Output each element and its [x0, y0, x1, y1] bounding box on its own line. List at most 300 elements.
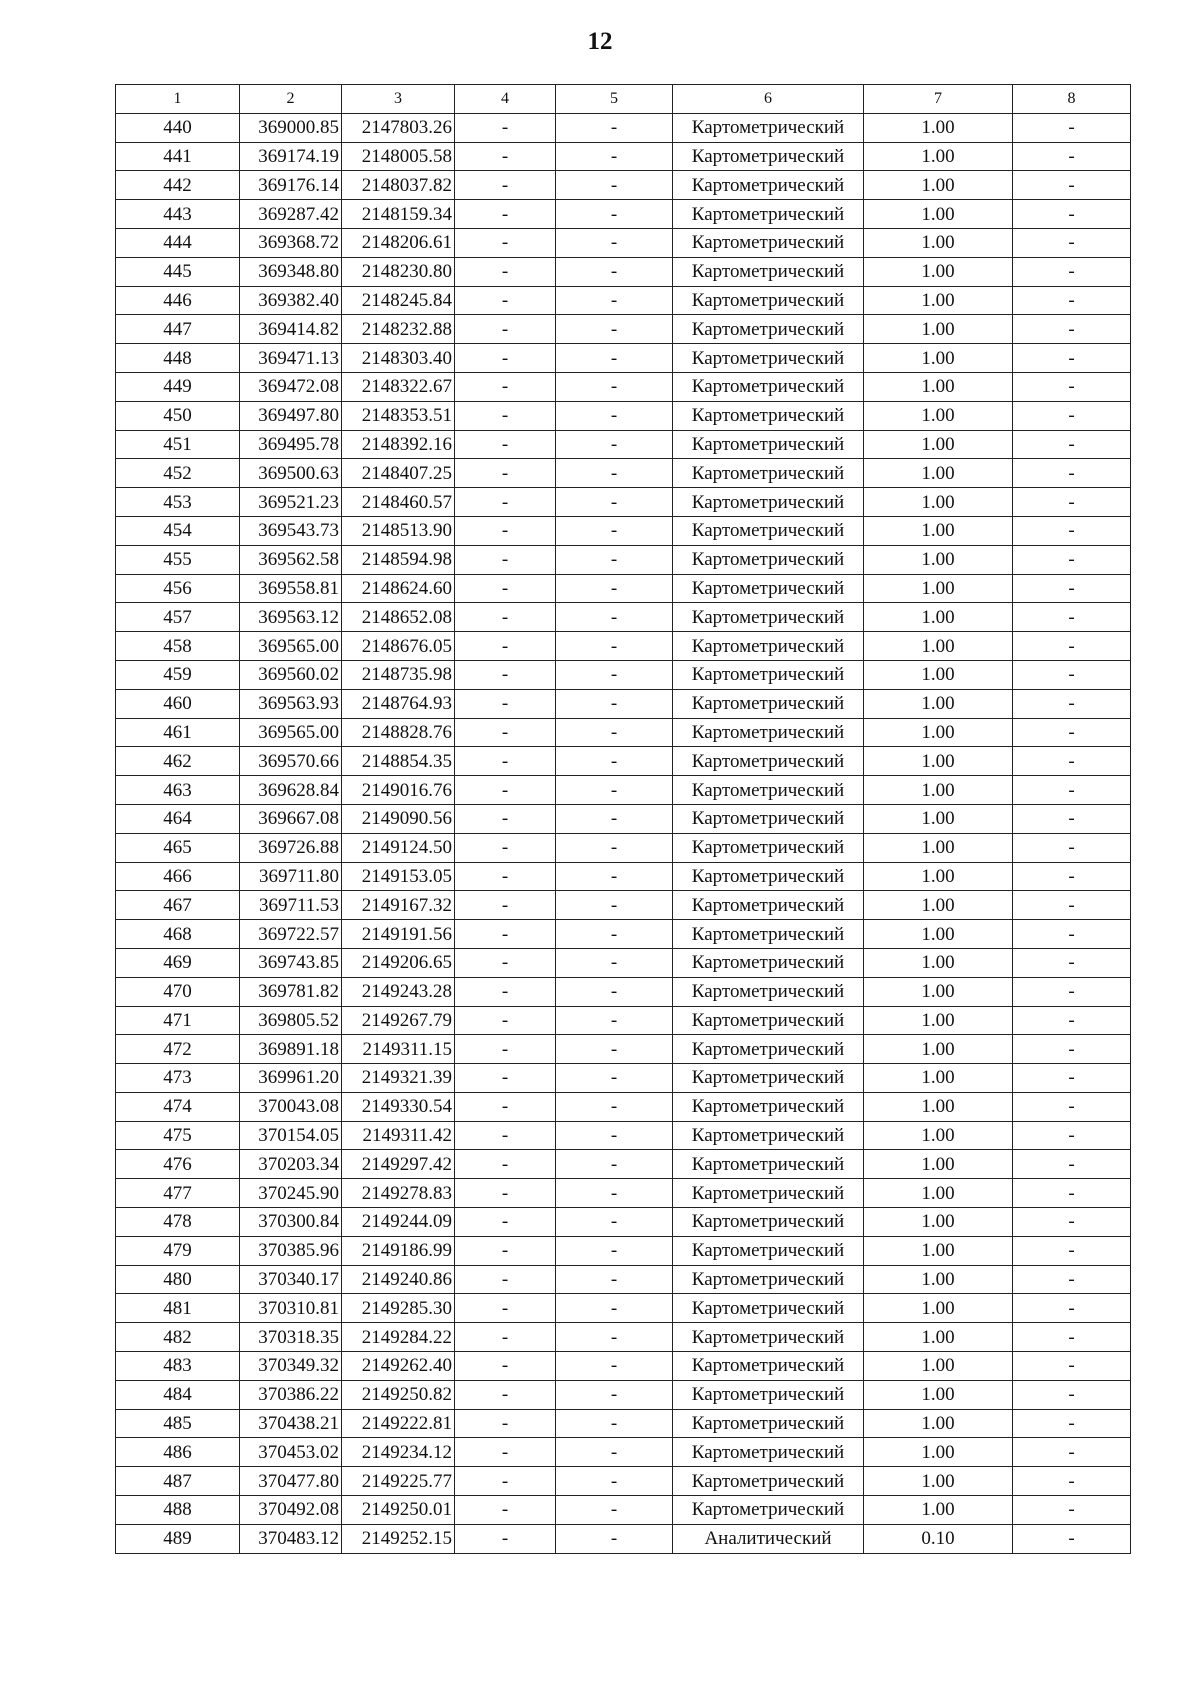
cell-col-4: -	[455, 804, 556, 833]
cell-x-coordinate: 369521.23	[240, 488, 342, 517]
table-row	[116, 1524, 1131, 1553]
cell-accuracy: 1.00	[864, 689, 1013, 718]
cell-point-number: 486	[116, 1438, 240, 1467]
cell-col-8: -	[1013, 1380, 1131, 1409]
cell-x-coordinate: 369368.72	[240, 228, 342, 257]
cell-point-number: 464	[116, 804, 240, 833]
cell-method: Картометрический	[673, 948, 864, 977]
coordinates-table	[115, 84, 1131, 1554]
cell-x-coordinate: 370438.21	[240, 1409, 342, 1438]
cell-col-5: -	[556, 516, 673, 545]
cell-y-coordinate: 2148159.34	[342, 200, 455, 229]
cell-method: Картометрический	[673, 113, 864, 142]
cell-x-coordinate: 370300.84	[240, 1208, 342, 1237]
cell-y-coordinate: 2149285.30	[342, 1294, 455, 1323]
cell-method: Картометрический	[673, 228, 864, 257]
column-header-5: 5	[556, 85, 673, 114]
cell-y-coordinate: 2149284.22	[342, 1323, 455, 1352]
table-row	[116, 1496, 1131, 1525]
cell-x-coordinate: 369781.82	[240, 977, 342, 1006]
cell-point-number: 457	[116, 603, 240, 632]
table-row	[116, 1294, 1131, 1323]
cell-col-8: -	[1013, 315, 1131, 344]
table-row	[116, 401, 1131, 430]
cell-method: Картометрический	[673, 516, 864, 545]
cell-method: Картометрический	[673, 200, 864, 229]
cell-accuracy: 1.00	[864, 430, 1013, 459]
cell-x-coordinate: 370043.08	[240, 1092, 342, 1121]
cell-point-number: 483	[116, 1352, 240, 1381]
cell-point-number: 458	[116, 632, 240, 661]
cell-col-5: -	[556, 1409, 673, 1438]
cell-col-4: -	[455, 891, 556, 920]
cell-col-5: -	[556, 1121, 673, 1150]
cell-col-8: -	[1013, 344, 1131, 373]
table-row	[116, 344, 1131, 373]
cell-accuracy: 1.00	[864, 1064, 1013, 1093]
cell-accuracy: 1.00	[864, 1294, 1013, 1323]
cell-col-8: -	[1013, 1524, 1131, 1553]
cell-x-coordinate: 369711.80	[240, 862, 342, 891]
cell-x-coordinate: 370349.32	[240, 1352, 342, 1381]
table-row	[116, 1409, 1131, 1438]
cell-col-8: -	[1013, 1006, 1131, 1035]
cell-point-number: 455	[116, 545, 240, 574]
cell-col-4: -	[455, 689, 556, 718]
cell-y-coordinate: 2149234.12	[342, 1438, 455, 1467]
cell-y-coordinate: 2148513.90	[342, 516, 455, 545]
cell-point-number: 450	[116, 401, 240, 430]
cell-x-coordinate: 369472.08	[240, 372, 342, 401]
cell-col-8: -	[1013, 200, 1131, 229]
cell-point-number: 446	[116, 286, 240, 315]
cell-accuracy: 1.00	[864, 516, 1013, 545]
cell-y-coordinate: 2148735.98	[342, 660, 455, 689]
cell-method: Картометрический	[673, 488, 864, 517]
cell-method: Картометрический	[673, 142, 864, 171]
cell-point-number: 456	[116, 574, 240, 603]
cell-col-5: -	[556, 286, 673, 315]
cell-method: Картометрический	[673, 286, 864, 315]
cell-x-coordinate: 369628.84	[240, 776, 342, 805]
cell-point-number: 478	[116, 1208, 240, 1237]
cell-col-5: -	[556, 1208, 673, 1237]
cell-point-number: 480	[116, 1265, 240, 1294]
cell-col-8: -	[1013, 142, 1131, 171]
cell-method: Картометрический	[673, 1150, 864, 1179]
cell-x-coordinate: 370203.34	[240, 1150, 342, 1179]
cell-accuracy: 1.00	[864, 1150, 1013, 1179]
cell-accuracy: 1.00	[864, 488, 1013, 517]
cell-accuracy: 1.00	[864, 200, 1013, 229]
cell-y-coordinate: 2148232.88	[342, 315, 455, 344]
cell-method: Картометрический	[673, 257, 864, 286]
cell-col-5: -	[556, 545, 673, 574]
cell-y-coordinate: 2149090.56	[342, 804, 455, 833]
cell-col-8: -	[1013, 1035, 1131, 1064]
cell-col-4: -	[455, 1352, 556, 1381]
cell-method: Аналитический	[673, 1524, 864, 1553]
cell-point-number: 472	[116, 1035, 240, 1064]
cell-col-8: -	[1013, 1438, 1131, 1467]
cell-accuracy: 1.00	[864, 344, 1013, 373]
cell-col-4: -	[455, 372, 556, 401]
cell-y-coordinate: 2148005.58	[342, 142, 455, 171]
cell-y-coordinate: 2149278.83	[342, 1179, 455, 1208]
cell-x-coordinate: 369558.81	[240, 574, 342, 603]
cell-point-number: 488	[116, 1496, 240, 1525]
table-row	[116, 1121, 1131, 1150]
table-row	[116, 200, 1131, 229]
cell-x-coordinate: 369726.88	[240, 833, 342, 862]
cell-point-number: 445	[116, 257, 240, 286]
cell-x-coordinate: 370453.02	[240, 1438, 342, 1467]
cell-method: Картометрический	[673, 545, 864, 574]
cell-col-5: -	[556, 747, 673, 776]
cell-method: Картометрический	[673, 804, 864, 833]
cell-y-coordinate: 2149206.65	[342, 948, 455, 977]
table-row	[116, 977, 1131, 1006]
cell-accuracy: 1.00	[864, 747, 1013, 776]
cell-col-5: -	[556, 660, 673, 689]
cell-point-number: 440	[116, 113, 240, 142]
cell-col-8: -	[1013, 891, 1131, 920]
cell-col-5: -	[556, 977, 673, 1006]
cell-col-4: -	[455, 228, 556, 257]
cell-col-8: -	[1013, 632, 1131, 661]
cell-point-number: 459	[116, 660, 240, 689]
cell-col-4: -	[455, 430, 556, 459]
cell-y-coordinate: 2148652.08	[342, 603, 455, 632]
cell-col-8: -	[1013, 1150, 1131, 1179]
cell-col-5: -	[556, 1294, 673, 1323]
cell-col-4: -	[455, 833, 556, 862]
cell-col-5: -	[556, 718, 673, 747]
cell-accuracy: 1.00	[864, 1092, 1013, 1121]
column-header-4: 4	[455, 85, 556, 114]
cell-accuracy: 1.00	[864, 1467, 1013, 1496]
cell-col-4: -	[455, 603, 556, 632]
cell-method: Картометрический	[673, 1006, 864, 1035]
cell-y-coordinate: 2149153.05	[342, 862, 455, 891]
cell-accuracy: 1.00	[864, 142, 1013, 171]
table-row	[116, 257, 1131, 286]
cell-col-5: -	[556, 1064, 673, 1093]
cell-x-coordinate: 369711.53	[240, 891, 342, 920]
cell-col-5: -	[556, 689, 673, 718]
table-row	[116, 1265, 1131, 1294]
cell-col-8: -	[1013, 977, 1131, 1006]
cell-accuracy: 1.00	[864, 228, 1013, 257]
cell-accuracy: 1.00	[864, 948, 1013, 977]
cell-col-5: -	[556, 200, 673, 229]
cell-col-8: -	[1013, 1352, 1131, 1381]
cell-col-8: -	[1013, 1409, 1131, 1438]
cell-col-8: -	[1013, 920, 1131, 949]
table-row	[116, 920, 1131, 949]
cell-y-coordinate: 2149330.54	[342, 1092, 455, 1121]
cell-col-4: -	[455, 1064, 556, 1093]
table-row	[116, 718, 1131, 747]
cell-y-coordinate: 2148407.25	[342, 459, 455, 488]
cell-accuracy: 1.00	[864, 372, 1013, 401]
cell-accuracy: 1.00	[864, 776, 1013, 805]
cell-col-5: -	[556, 401, 673, 430]
cell-method: Картометрический	[673, 1409, 864, 1438]
cell-method: Картометрический	[673, 632, 864, 661]
cell-x-coordinate: 369563.12	[240, 603, 342, 632]
cell-accuracy: 1.00	[864, 660, 1013, 689]
cell-col-4: -	[455, 574, 556, 603]
cell-col-4: -	[455, 920, 556, 949]
cell-y-coordinate: 2149225.77	[342, 1467, 455, 1496]
table-row	[116, 545, 1131, 574]
cell-method: Картометрический	[673, 1236, 864, 1265]
cell-method: Картометрический	[673, 372, 864, 401]
cell-col-5: -	[556, 1438, 673, 1467]
cell-method: Картометрический	[673, 459, 864, 488]
cell-point-number: 453	[116, 488, 240, 517]
table-row	[116, 1035, 1131, 1064]
cell-col-4: -	[455, 344, 556, 373]
cell-y-coordinate: 2148303.40	[342, 344, 455, 373]
cell-method: Картометрический	[673, 891, 864, 920]
cell-x-coordinate: 370483.12	[240, 1524, 342, 1553]
table-row	[116, 574, 1131, 603]
cell-col-8: -	[1013, 113, 1131, 142]
cell-point-number: 451	[116, 430, 240, 459]
cell-x-coordinate: 369560.02	[240, 660, 342, 689]
cell-accuracy: 1.00	[864, 977, 1013, 1006]
cell-col-8: -	[1013, 1064, 1131, 1093]
cell-method: Картометрический	[673, 1496, 864, 1525]
cell-point-number: 479	[116, 1236, 240, 1265]
cell-col-5: -	[556, 1265, 673, 1294]
cell-y-coordinate: 2149321.39	[342, 1064, 455, 1093]
cell-x-coordinate: 369500.63	[240, 459, 342, 488]
table-row	[116, 488, 1131, 517]
cell-point-number: 441	[116, 142, 240, 171]
cell-x-coordinate: 369471.13	[240, 344, 342, 373]
table-row	[116, 1179, 1131, 1208]
table-row	[116, 1438, 1131, 1467]
cell-accuracy: 1.00	[864, 545, 1013, 574]
cell-col-4: -	[455, 1208, 556, 1237]
cell-col-5: -	[556, 1524, 673, 1553]
cell-accuracy: 1.00	[864, 632, 1013, 661]
cell-x-coordinate: 369563.93	[240, 689, 342, 718]
cell-method: Картометрический	[673, 1265, 864, 1294]
table-row	[116, 1380, 1131, 1409]
cell-method: Картометрический	[673, 344, 864, 373]
cell-col-8: -	[1013, 1496, 1131, 1525]
table-row	[116, 603, 1131, 632]
cell-method: Картометрический	[673, 660, 864, 689]
cell-col-5: -	[556, 459, 673, 488]
cell-col-8: -	[1013, 660, 1131, 689]
cell-col-4: -	[455, 200, 556, 229]
cell-col-4: -	[455, 142, 556, 171]
cell-y-coordinate: 2148230.80	[342, 257, 455, 286]
cell-col-8: -	[1013, 948, 1131, 977]
cell-y-coordinate: 2149311.42	[342, 1121, 455, 1150]
cell-x-coordinate: 369667.08	[240, 804, 342, 833]
cell-x-coordinate: 370310.81	[240, 1294, 342, 1323]
cell-x-coordinate: 369000.85	[240, 113, 342, 142]
cell-point-number: 476	[116, 1150, 240, 1179]
table-row	[116, 1064, 1131, 1093]
cell-accuracy: 1.00	[864, 1496, 1013, 1525]
cell-col-5: -	[556, 257, 673, 286]
cell-x-coordinate: 370386.22	[240, 1380, 342, 1409]
cell-col-5: -	[556, 632, 673, 661]
cell-x-coordinate: 369570.66	[240, 747, 342, 776]
cell-col-8: -	[1013, 1179, 1131, 1208]
cell-point-number: 477	[116, 1179, 240, 1208]
page-number: 12	[587, 28, 613, 55]
cell-point-number: 481	[116, 1294, 240, 1323]
table-row	[116, 286, 1131, 315]
cell-point-number: 470	[116, 977, 240, 1006]
cell-x-coordinate: 370385.96	[240, 1236, 342, 1265]
cell-x-coordinate: 369805.52	[240, 1006, 342, 1035]
cell-point-number: 460	[116, 689, 240, 718]
cell-col-5: -	[556, 113, 673, 142]
cell-y-coordinate: 2148676.05	[342, 632, 455, 661]
cell-method: Картометрический	[673, 833, 864, 862]
table-header-row	[116, 85, 1131, 114]
cell-method: Картометрический	[673, 1294, 864, 1323]
cell-col-4: -	[455, 1236, 556, 1265]
cell-col-5: -	[556, 1092, 673, 1121]
table-row	[116, 1092, 1131, 1121]
cell-point-number: 447	[116, 315, 240, 344]
table-row	[116, 1323, 1131, 1352]
cell-col-8: -	[1013, 286, 1131, 315]
cell-col-4: -	[455, 948, 556, 977]
cell-col-8: -	[1013, 747, 1131, 776]
cell-col-4: -	[455, 1409, 556, 1438]
cell-method: Картометрический	[673, 977, 864, 1006]
cell-x-coordinate: 370154.05	[240, 1121, 342, 1150]
cell-method: Картометрический	[673, 430, 864, 459]
table-row	[116, 430, 1131, 459]
cell-method: Картометрический	[673, 603, 864, 632]
cell-y-coordinate: 2149297.42	[342, 1150, 455, 1179]
cell-y-coordinate: 2149244.09	[342, 1208, 455, 1237]
cell-col-5: -	[556, 372, 673, 401]
cell-x-coordinate: 369174.19	[240, 142, 342, 171]
cell-accuracy: 1.00	[864, 891, 1013, 920]
cell-y-coordinate: 2148353.51	[342, 401, 455, 430]
cell-col-8: -	[1013, 574, 1131, 603]
cell-point-number: 482	[116, 1323, 240, 1352]
cell-point-number: 463	[116, 776, 240, 805]
cell-y-coordinate: 2149016.76	[342, 776, 455, 805]
cell-method: Картометрический	[673, 1208, 864, 1237]
cell-point-number: 449	[116, 372, 240, 401]
column-header-2: 2	[240, 85, 342, 114]
cell-point-number: 465	[116, 833, 240, 862]
cell-point-number: 466	[116, 862, 240, 891]
cell-y-coordinate: 2149267.79	[342, 1006, 455, 1035]
cell-col-8: -	[1013, 1208, 1131, 1237]
cell-col-8: -	[1013, 1265, 1131, 1294]
cell-col-8: -	[1013, 1323, 1131, 1352]
cell-col-5: -	[556, 315, 673, 344]
cell-col-4: -	[455, 747, 556, 776]
table-row	[116, 1006, 1131, 1035]
cell-accuracy: 1.00	[864, 804, 1013, 833]
cell-point-number: 471	[116, 1006, 240, 1035]
cell-method: Картометрический	[673, 747, 864, 776]
cell-col-4: -	[455, 1467, 556, 1496]
cell-col-8: -	[1013, 689, 1131, 718]
cell-col-5: -	[556, 1352, 673, 1381]
cell-y-coordinate: 2148245.84	[342, 286, 455, 315]
cell-col-4: -	[455, 1006, 556, 1035]
cell-x-coordinate: 369543.73	[240, 516, 342, 545]
cell-x-coordinate: 370318.35	[240, 1323, 342, 1352]
cell-col-5: -	[556, 430, 673, 459]
cell-col-4: -	[455, 660, 556, 689]
cell-method: Картометрический	[673, 689, 864, 718]
cell-accuracy: 1.00	[864, 1265, 1013, 1294]
cell-col-8: -	[1013, 603, 1131, 632]
cell-method: Картометрический	[673, 718, 864, 747]
cell-y-coordinate: 2148764.93	[342, 689, 455, 718]
cell-col-8: -	[1013, 430, 1131, 459]
cell-col-4: -	[455, 1179, 556, 1208]
cell-x-coordinate: 369743.85	[240, 948, 342, 977]
cell-col-5: -	[556, 344, 673, 373]
cell-col-4: -	[455, 286, 556, 315]
cell-col-4: -	[455, 1121, 556, 1150]
table-row	[116, 516, 1131, 545]
cell-col-5: -	[556, 1467, 673, 1496]
cell-x-coordinate: 369414.82	[240, 315, 342, 344]
cell-col-5: -	[556, 488, 673, 517]
cell-x-coordinate: 369565.00	[240, 718, 342, 747]
cell-method: Картометрический	[673, 315, 864, 344]
cell-point-number: 452	[116, 459, 240, 488]
cell-accuracy: 1.00	[864, 1179, 1013, 1208]
cell-y-coordinate: 2149250.01	[342, 1496, 455, 1525]
cell-y-coordinate: 2148206.61	[342, 228, 455, 257]
cell-point-number: 443	[116, 200, 240, 229]
cell-x-coordinate: 369497.80	[240, 401, 342, 430]
table-row	[116, 171, 1131, 200]
table-row	[116, 891, 1131, 920]
table-row	[116, 113, 1131, 142]
cell-col-4: -	[455, 401, 556, 430]
cell-col-8: -	[1013, 1121, 1131, 1150]
cell-col-4: -	[455, 1035, 556, 1064]
cell-col-4: -	[455, 1438, 556, 1467]
cell-col-5: -	[556, 891, 673, 920]
table-row	[116, 804, 1131, 833]
cell-y-coordinate: 2149167.32	[342, 891, 455, 920]
cell-method: Картометрический	[673, 1179, 864, 1208]
cell-col-4: -	[455, 171, 556, 200]
cell-col-4: -	[455, 545, 556, 574]
cell-col-8: -	[1013, 862, 1131, 891]
cell-y-coordinate: 2148854.35	[342, 747, 455, 776]
cell-method: Картометрический	[673, 401, 864, 430]
cell-col-4: -	[455, 315, 556, 344]
cell-col-8: -	[1013, 833, 1131, 862]
cell-point-number: 485	[116, 1409, 240, 1438]
